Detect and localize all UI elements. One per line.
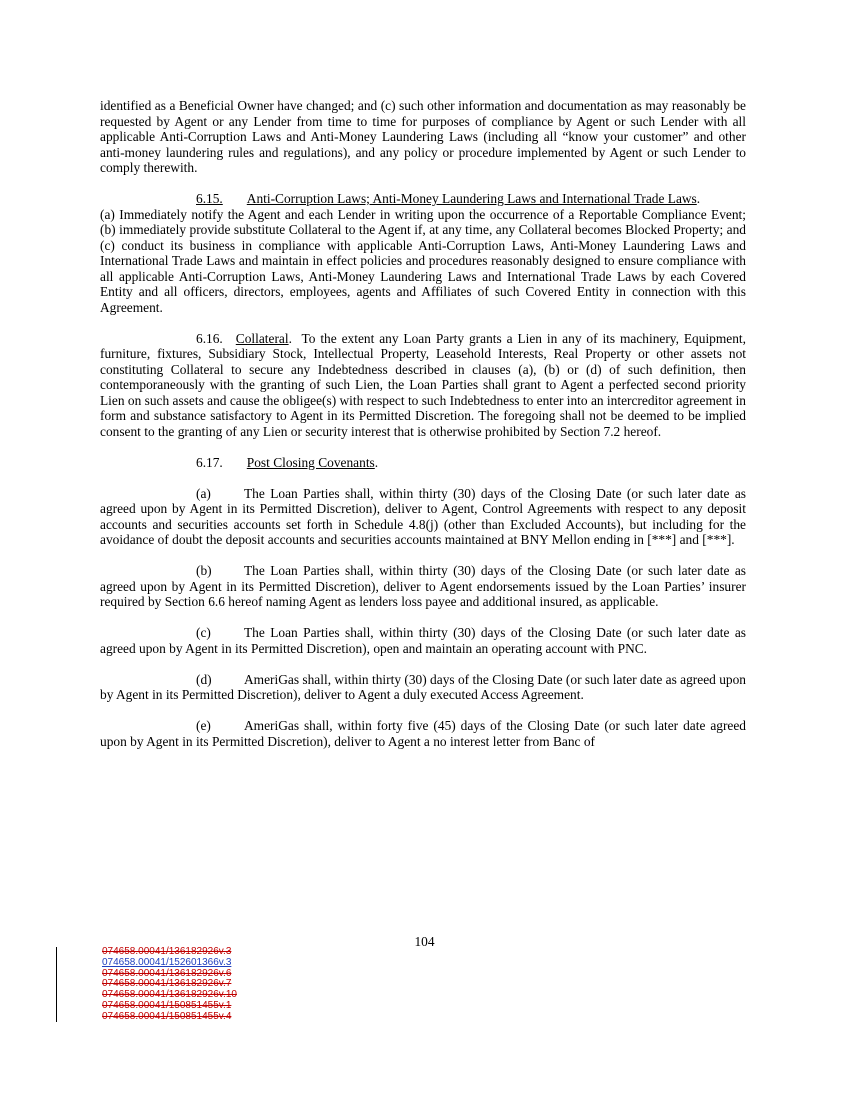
subsection-label: (b) <box>196 563 212 578</box>
subsection-c <box>100 625 746 656</box>
section-body: To the extent any Loan Party grants a Lien in any of its machinery, Equipment, furniture, fixtures, Subsidiary Stock, Intellectual Property, Leasehold Interests, Real Property or other assets not constituting Collateral to secure any Indebtedness described in clauses (a), (b) or (d) of such definition, then contemporaneously with the granting of such Lien, the Loan Parties shall grant to Agent a perfected second priority Lien on such assets and cause the obligee(s) with respect to such Indebtedness to enter into an intercreditor agreement in form and substance satisfactory to Agent in its Permitted Discretion. The foregoing shall not be deemed to be implied consent to the granting of any Lien or security interest that is otherwise prohibited by Section 7.2 hereof. <box>100 330 746 439</box>
section-number: 6.17. <box>196 454 223 470</box>
section-6-15: 6.15. Anti-Corruption Laws; Anti-Money Laundering Laws and International Trade Laws. <box>100 191 746 207</box>
doc-id-deleted: 074658.00041/150851455v.4 <box>102 1010 232 1022</box>
section-heading: Collateral <box>235 330 289 346</box>
doc-id-deleted: 074658.00041/150851455v.1 <box>102 999 232 1011</box>
document-id-stamp <box>56 947 237 1022</box>
section-heading: Post Closing Covenants <box>246 454 375 470</box>
section-heading: Anti-Corruption Laws; Anti-Money Laundering Laws and International Trade Laws <box>246 191 697 206</box>
page-number: 104 <box>414 934 435 949</box>
doc-id-deleted: 074658.00041/136182926v.6 <box>102 967 232 979</box>
document-page <box>100 98 746 749</box>
continuation-paragraph: identified as a Beneficial Owner have changed; and (c) such other information and documentation as may reasonably be requested by Agent or any Lender from time to time for purposes of compliance by Agent or such Lender with all applicable Anti-Corruption Laws and Anti-Money Laundering Laws (including all “know your customer” and other anti-money laundering rules and regulations), and any policy or procedure implemented by Agent or such Lender to comply therewith. <box>100 98 746 175</box>
subsection-text: AmeriGas shall, within forty five (45) days of the Closing Date (or such later date agreed upon by Agent in its Permitted Discretion), deliver to Agent a no interest letter from Banc of <box>100 718 746 749</box>
section-number: 6.15. <box>196 191 223 206</box>
subsection-label: (a) <box>196 485 211 501</box>
section-6-16: 6.16. Collateral. To the extent any Loan Party grants a Lien in any of its machinery, Equipment, furniture, fixtures, Subsidiary Stock, Intellectual Property, Leasehold Interests, Real Property or other assets not constituting Collateral to secure any Indebtedness described in clauses (a), (b) or (d) of such definition, then contemporaneously with the granting of such Lien, the Loan Parties shall grant to Agent a perfected second priority Lien on such assets and cause the obligee(s) with respect to such Indebtedness to enter into an intercreditor agreement in form and substance satisfactory to Agent in its Permitted Discretion. The foregoing shall not be deemed to be implied consent to the granting of any Lien or security interest that is otherwise prohibited by Section 7.2 hereof. <box>100 330 746 439</box>
subsection-text: The Loan Parties shall, within thirty (30) days of the Closing Date (or such later date as agreed upon by Agent in its Permitted Discretion), open and maintain an operating account with PNC. <box>100 625 746 656</box>
subsection-e <box>100 718 746 749</box>
doc-id-deleted: 074658.00041/136182926v.3 <box>102 946 232 957</box>
subsection-b <box>100 563 746 610</box>
subsection-label: (e) <box>196 718 211 733</box>
doc-id-deleted: 074658.00041/136182926v.10 <box>102 989 237 1001</box>
subsection-text: AmeriGas shall, within thirty (30) days of the Closing Date (or such later date as agreed upon by Agent in its Permitted Discretion), deliver to Agent a duly executed Access Agreement. <box>100 671 746 702</box>
doc-id-current: 074658.00041/152601366v.3 <box>102 956 232 968</box>
section-6-17: 6.17. Post Closing Covenants. <box>100 455 746 471</box>
subsection-d <box>100 672 746 703</box>
subsection-text: The Loan Parties shall, within thirty (30) days of the Closing Date (or such later date as agreed upon by Agent in its Permitted Discretion), deliver to Agent endorsements issued by the Loan Parties’ insurer required by Section 6.6 hereof naming Agent as lenders loss payee and additional insured, as applicable. <box>100 563 746 609</box>
subsection-text: The Loan Parties shall, within thirty (30) days of the Closing Date (or such later date as agreed upon by Agent in its Permitted Discretion), deliver to Agent, Control Agreements with respect to any deposit accounts and securities accounts set forth in Schedule 4.8(j) (other than Excluded Accounts), but including for the avoidance of doubt the deposit accounts and securities accounts maintained at BNY Mellon ending in [***] and [***]. <box>100 485 746 547</box>
section-6-15-body: (a) Immediately notify the Agent and each Lender in writing upon the occurrence of a Reportable Compliance Event; (b) immediately provide substitute Collateral to the Agent if, at any time, any Collateral becomes Blocked Property; and (c) conduct its business in compliance with applicable Anti-Corruption Laws, Anti-Money Laundering Laws and International Trade Laws and maintain in effect policies and procedures reasonably designed to ensure compliance with all applicable Anti-Corruption Laws, Anti-Money Laundering Laws and International Trade Laws by each Covered Entity and all officers, directors, employees, agents and Affiliates of such Covered Entity in connection with this Agreement. <box>100 206 746 315</box>
doc-id-deleted: 074658.00041/136182926v.7 <box>102 978 232 990</box>
subsection-label: (d) <box>196 671 212 687</box>
section-number: 6.16. <box>196 330 223 346</box>
subsection-label: (c) <box>196 625 211 640</box>
subsection-a <box>100 486 746 548</box>
